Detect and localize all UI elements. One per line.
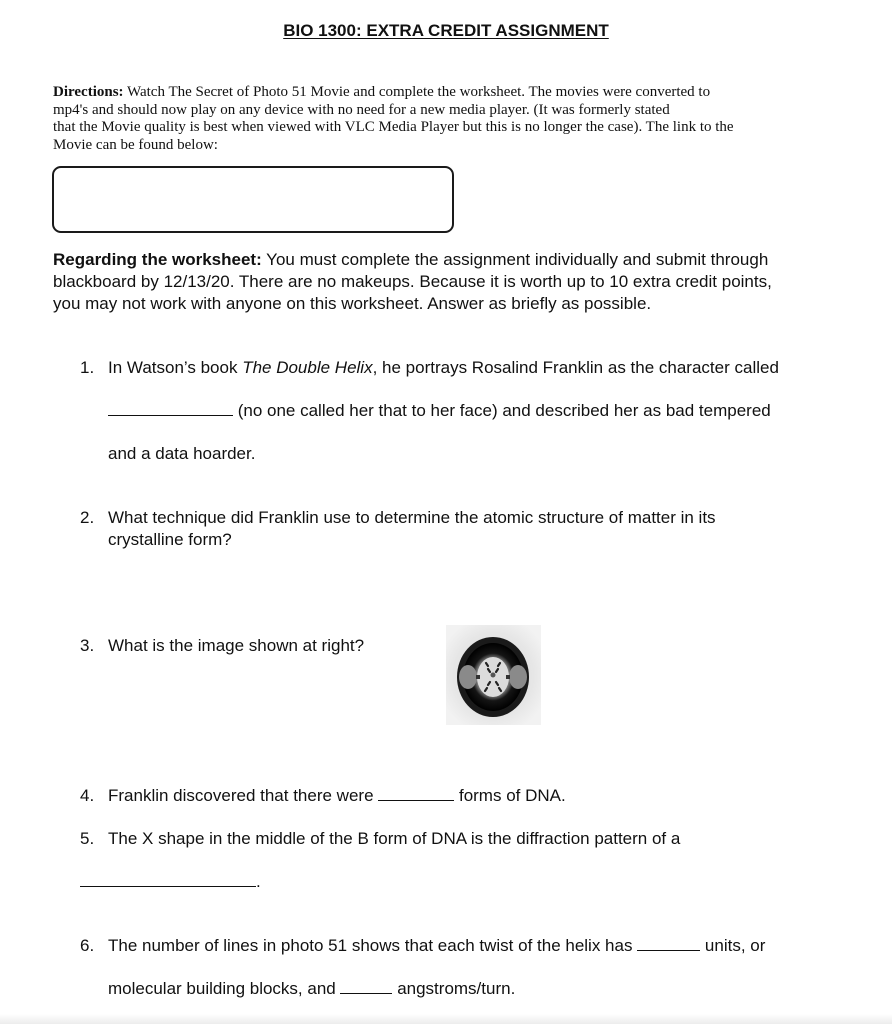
question-text: and a data hoarder. — [108, 444, 256, 463]
instructions-line: blackboard by 12/13/20. There are no makeups. Because it is worth up to 10 extra credit points, — [53, 272, 772, 291]
movie-link-box[interactable] — [52, 166, 454, 233]
answer-blank[interactable] — [80, 872, 256, 887]
question-number: 5. — [80, 829, 95, 848]
question-text: What is the image shown at right? — [108, 636, 365, 655]
instructions-label: Regarding the worksheet: — [53, 250, 262, 269]
question-text: Franklin discovered that there were forms of DNA. — [108, 786, 566, 805]
page-bottom-edge — [0, 1014, 892, 1024]
question-number: 2. — [80, 508, 95, 527]
answer-blank[interactable] — [378, 786, 454, 801]
instructions-line: Regarding the worksheet: You must complete the assignment individually and submit through — [53, 250, 769, 269]
instructions-line: you may not work with anyone on this worksheet. Answer as briefly as possible. — [53, 294, 652, 313]
directions-line: mp4's and should now play on any device with no need for a new media player. (It was formerly stated — [53, 101, 670, 118]
question-number: 1. — [80, 358, 95, 377]
question-text: The number of lines in photo 51 shows that each twist of the helix has units, or — [108, 936, 766, 955]
directions-line: Movie can be found below: — [53, 136, 218, 153]
book-title: The Double Helix — [242, 358, 373, 377]
question-text: What technique did Franklin use to determine the atomic structure of matter in its — [108, 508, 716, 527]
photo-51-diffraction-image — [446, 625, 541, 725]
question-text: The X shape in the middle of the B form of DNA is the diffraction pattern of a — [108, 829, 681, 848]
question-6 — [0, 935, 892, 1005]
directions-label: Directions: — [53, 84, 124, 100]
question-text: crystalline form? — [108, 530, 232, 549]
question-text: In Watson’s book The Double Helix, he portrays Rosalind Franklin as the character called — [108, 358, 779, 377]
worksheet-instructions — [53, 249, 853, 315]
answer-blank[interactable] — [108, 401, 233, 416]
question-number: 6. — [80, 936, 95, 955]
directions-line: Directions: Watch The Secret of Photo 51 Movie and complete the worksheet. The movies were converted to — [53, 84, 711, 100]
question-number: 4. — [80, 786, 95, 805]
question-text: (no one called her that to her face) and described her as bad tempered — [108, 400, 771, 422]
answer-blank[interactable] — [340, 979, 392, 994]
directions-line: that the Movie quality is best when viewed with VLC Media Player but this is no longer the case). The link to the — [53, 119, 734, 135]
question-text: . — [80, 871, 261, 893]
question-number: 3. — [80, 636, 95, 655]
question-2 — [0, 507, 892, 557]
question-text: molecular building blocks, and angstroms/turn. — [108, 979, 516, 998]
answer-blank[interactable] — [637, 936, 700, 951]
question-4 — [0, 785, 892, 809]
page-title: BIO 1300: EXTRA CREDIT ASSIGNMENT — [283, 21, 609, 40]
question-5 — [0, 828, 892, 898]
directions-paragraph — [53, 84, 843, 154]
question-3 — [0, 635, 440, 659]
question-1 — [0, 357, 892, 467]
